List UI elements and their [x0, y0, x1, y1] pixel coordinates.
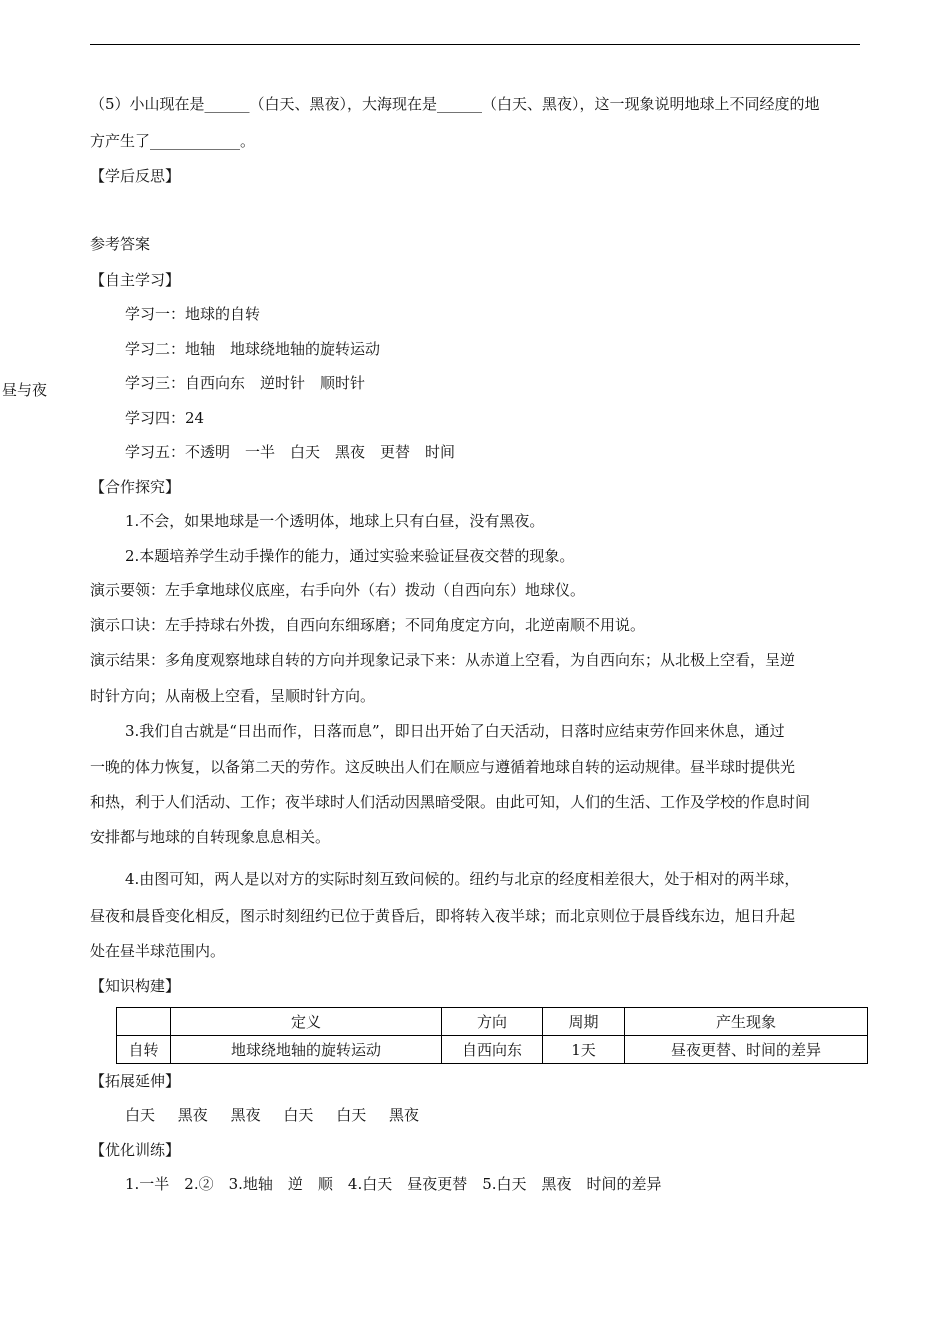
answer-3-line-2: 一晚的体力恢复，以备第二天的劳作。这反映出人们在顺应与遵循着地球自转的运动规律。昼半球时提供光 — [90, 758, 796, 776]
knowledge-heading: 【知识构建】 — [90, 977, 181, 995]
table-cell: 自转 — [117, 1036, 171, 1064]
table-header-cell: 定义 — [171, 1008, 442, 1036]
demo-result-line-2: 时针方向；从南极上空看，呈顺时针方向。 — [90, 687, 376, 705]
answer-3-line-3: 和热，利于人们活动、工作；夜半球时人们活动因黑暗受限。由此可知，人们的生活、工作及学校的作息时间 — [90, 793, 811, 811]
self-study-item: 学习二：地轴 地球绕地轴的旋转运动 — [125, 340, 381, 358]
table-row — [117, 1036, 868, 1064]
answers-title: 参考答案 — [90, 235, 151, 253]
self-study-item: 学习四：24 — [125, 409, 205, 427]
demo-result-line-1: 演示结果：多角度观察地球自转的方向并现象记录下来：从赤道上空看，为自西向东；从北极上空看，呈逆 — [90, 651, 796, 669]
extend-item: 黑夜 — [177, 1106, 208, 1124]
table-cell: 地球绕地轴的旋转运动 — [171, 1036, 442, 1064]
demo-rhyme: 演示口诀：左手持球右外拨，自西向东细琢磨；不同角度定方向，北逆南顺不用说。 — [90, 616, 646, 634]
table-cell: 昼夜更替、时间的差异 — [625, 1036, 868, 1064]
answer-1: 1.不会，如果地球是一个透明体，地球上只有白昼，没有黑夜。 — [125, 512, 545, 530]
table-cell — [117, 1008, 171, 1036]
extend-answers — [125, 1105, 419, 1125]
self-study-item: 学习一：地球的自转 — [125, 305, 261, 323]
self-study-heading: 【自主学习】 — [90, 271, 181, 289]
question-5-line-1: （5）小山现在是______（白天、黑夜），大海现在是______（白天、黑夜），这一现象说明地球上不同经度的地 — [90, 95, 820, 113]
optimize-heading: 【优化训练】 — [90, 1141, 181, 1159]
extend-item: 白天 — [283, 1106, 314, 1124]
table-cell: 1天 — [543, 1036, 625, 1064]
answer-4-line-3: 处在昼半球范围内。 — [90, 942, 226, 960]
cooperate-heading: 【合作探究】 — [90, 478, 181, 496]
table-cell: 自西向东 — [442, 1036, 543, 1064]
optimize-answers: 1.一半 2.② 3.地轴 逆 顺 4.白天 昼夜更替 5.白天 黑夜 时间的差异 — [125, 1175, 662, 1193]
table-header-cell: 方向 — [442, 1008, 543, 1036]
extend-item: 黑夜 — [388, 1106, 419, 1124]
answer-3-line-4: 安排都与地球的自转现象息息相关。 — [90, 828, 331, 846]
question-5-line-2: 方产生了____________。 — [90, 132, 256, 150]
answer-3-line-1: 3.我们自古就是“日出而作，日落而息”，即日出开始了白天活动，日落时应结束劳作回来休息，通过 — [125, 722, 785, 740]
self-study-item: 学习三：自西向东 逆时针 顺时针 — [125, 374, 366, 392]
table-header-row — [117, 1008, 868, 1036]
answer-4-line-1: 4.由图可知，两人是以对方的实际时刻互致问候的。纽约与北京的经度相差很大，处于相对的两半球， — [125, 870, 800, 888]
demo-key: 演示要领：左手拿地球仪底座，右手向外（右）拨动（自西向东）地球仪。 — [90, 581, 586, 599]
self-study-item: 学习五：不透明 一半 白天 黑夜 更替 时间 — [125, 443, 456, 461]
extend-heading: 【拓展延伸】 — [90, 1072, 181, 1090]
side-margin-text: 昼与夜 — [2, 381, 48, 399]
header-rule — [90, 44, 860, 45]
answer-4-line-2: 昼夜和晨昏变化相反，图示时刻纽约已位于黄昏后，即将转入夜半球；而北京则位于晨昏线东边，旭日升起 — [90, 907, 796, 925]
reflect-heading: 【学后反思】 — [90, 167, 181, 185]
knowledge-table — [116, 1007, 868, 1064]
table-header-cell: 周期 — [543, 1008, 625, 1036]
extend-item: 白天 — [336, 1106, 367, 1124]
table-header-cell: 产生现象 — [625, 1008, 868, 1036]
extend-item: 黑夜 — [230, 1106, 261, 1124]
answer-2: 2.本题培养学生动手操作的能力，通过实验来验证昼夜交替的现象。 — [125, 547, 575, 565]
extend-item: 白天 — [125, 1106, 156, 1124]
